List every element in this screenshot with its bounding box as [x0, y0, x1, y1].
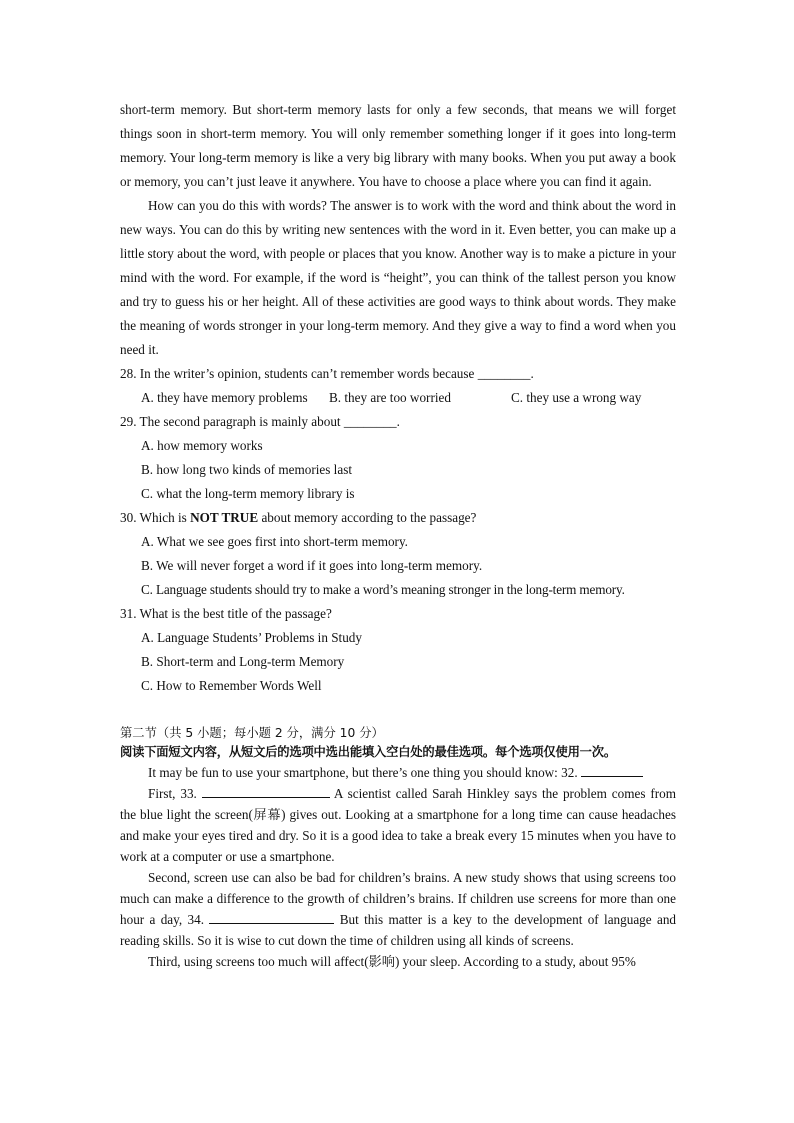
passage-paragraph-1: short-term memory. But short-term memory lasts for only a few seconds, that means we will forget things soon in short-term memory. You will only remember something longer if it goes into long-term memory. Your long-term memory is like a very big library with many books. When you put away a book or memory, you can’t just leave it anywhere. You have to choose a place where you can find it again. [120, 102, 676, 189]
answer-blank-34 [209, 911, 334, 924]
option-b: B. Short-term and Long-term Memory [141, 654, 345, 669]
document-page [120, 98, 676, 972]
option-a: A. they have memory problems [141, 390, 308, 405]
question-28-options [120, 386, 676, 410]
option-b: B. We will never forget a word if it goes into long-term memory. [141, 558, 483, 573]
emphasis-text: NOT TRUE [190, 510, 259, 525]
option-c: C. what the long-term memory library is [141, 486, 355, 501]
answer-blank-33 [202, 785, 330, 798]
section2-paragraph-3: Second, screen use can also be bad for children’s brains. A new study shows that using screens too much can make a difference to the growth of children’s brains. If children use screens for more than one hour a day, 34. But this matter is a key to the development of language and reading skills. So it is wise to cut down the time of children using all kinds of screens. [120, 870, 677, 948]
option-b: B. how long two kinds of memories last [141, 462, 352, 477]
passage-paragraph-2: How can you do this with words? The answer is to work with the word and think about the word in new ways. You can do this by writing new sentences with the word in it. Even better, you can make up a little story about the word, with people or places that you know. Another way is to make a picture in your mind with the word. For example, if the word is “height”, you can think of the tallest person you know and try to guess his or her height. All of these activities are good ways to think about words. They make the meaning of words stronger in your long-term memory. And they give a way to find a word when you need it. [120, 198, 676, 357]
answer-blank: ________ [477, 366, 531, 381]
section2-paragraph-2: First, 33. A scientist called Sarah Hinkley says the problem comes from the blue light the screen(屏幕) gives out. Looking at a smartphone for a long time can cause headaches and make your eyes tired and dry. So it is a good idea to take a break every 15 minutes when you have to work at a computer or use a smartphone. [120, 786, 677, 864]
answer-blank: ________ [343, 414, 397, 429]
option-a: A. What we see goes first into short-term memory. [141, 534, 408, 549]
section2-paragraph-1: It may be fun to use your smartphone, but there’s one thing you should know: 32. [120, 762, 676, 783]
answer-blank-32 [581, 764, 643, 777]
question-29-stem: 29. The second paragraph is mainly about ________. [120, 414, 400, 429]
question-28-stem: 28. In the writer’s opinion, students can’t remember words because ________. [120, 366, 534, 381]
question-30-stem: 30. Which is NOT TRUE about memory according to the passage? [120, 510, 477, 525]
section2-paragraph-4: Third, using screens too much will affect(影响) your sleep. According to a study, about 95% [148, 954, 636, 969]
option-c: C. Language students should try to make a word’s meaning stronger in the long-term memory. [141, 582, 625, 597]
section-instruction: 阅读下面短文内容，从短文后的选项中选出能填入空白处的最佳选项。每个选项仅使用一次。 [120, 745, 616, 759]
option-b: B. they are too worried [329, 390, 451, 405]
question-31-stem: 31. What is the best title of the passage? [120, 606, 332, 621]
option-a: A. how memory works [141, 438, 263, 453]
option-c: C. they use a wrong way [511, 390, 642, 405]
option-c: C. How to Remember Words Well [141, 678, 322, 693]
section-spacer [120, 698, 676, 724]
option-a: A. Language Students’ Problems in Study [141, 630, 362, 645]
section-title: 第二节（共 5 小题；每小题 2 分，满分 10 分） [120, 726, 384, 740]
